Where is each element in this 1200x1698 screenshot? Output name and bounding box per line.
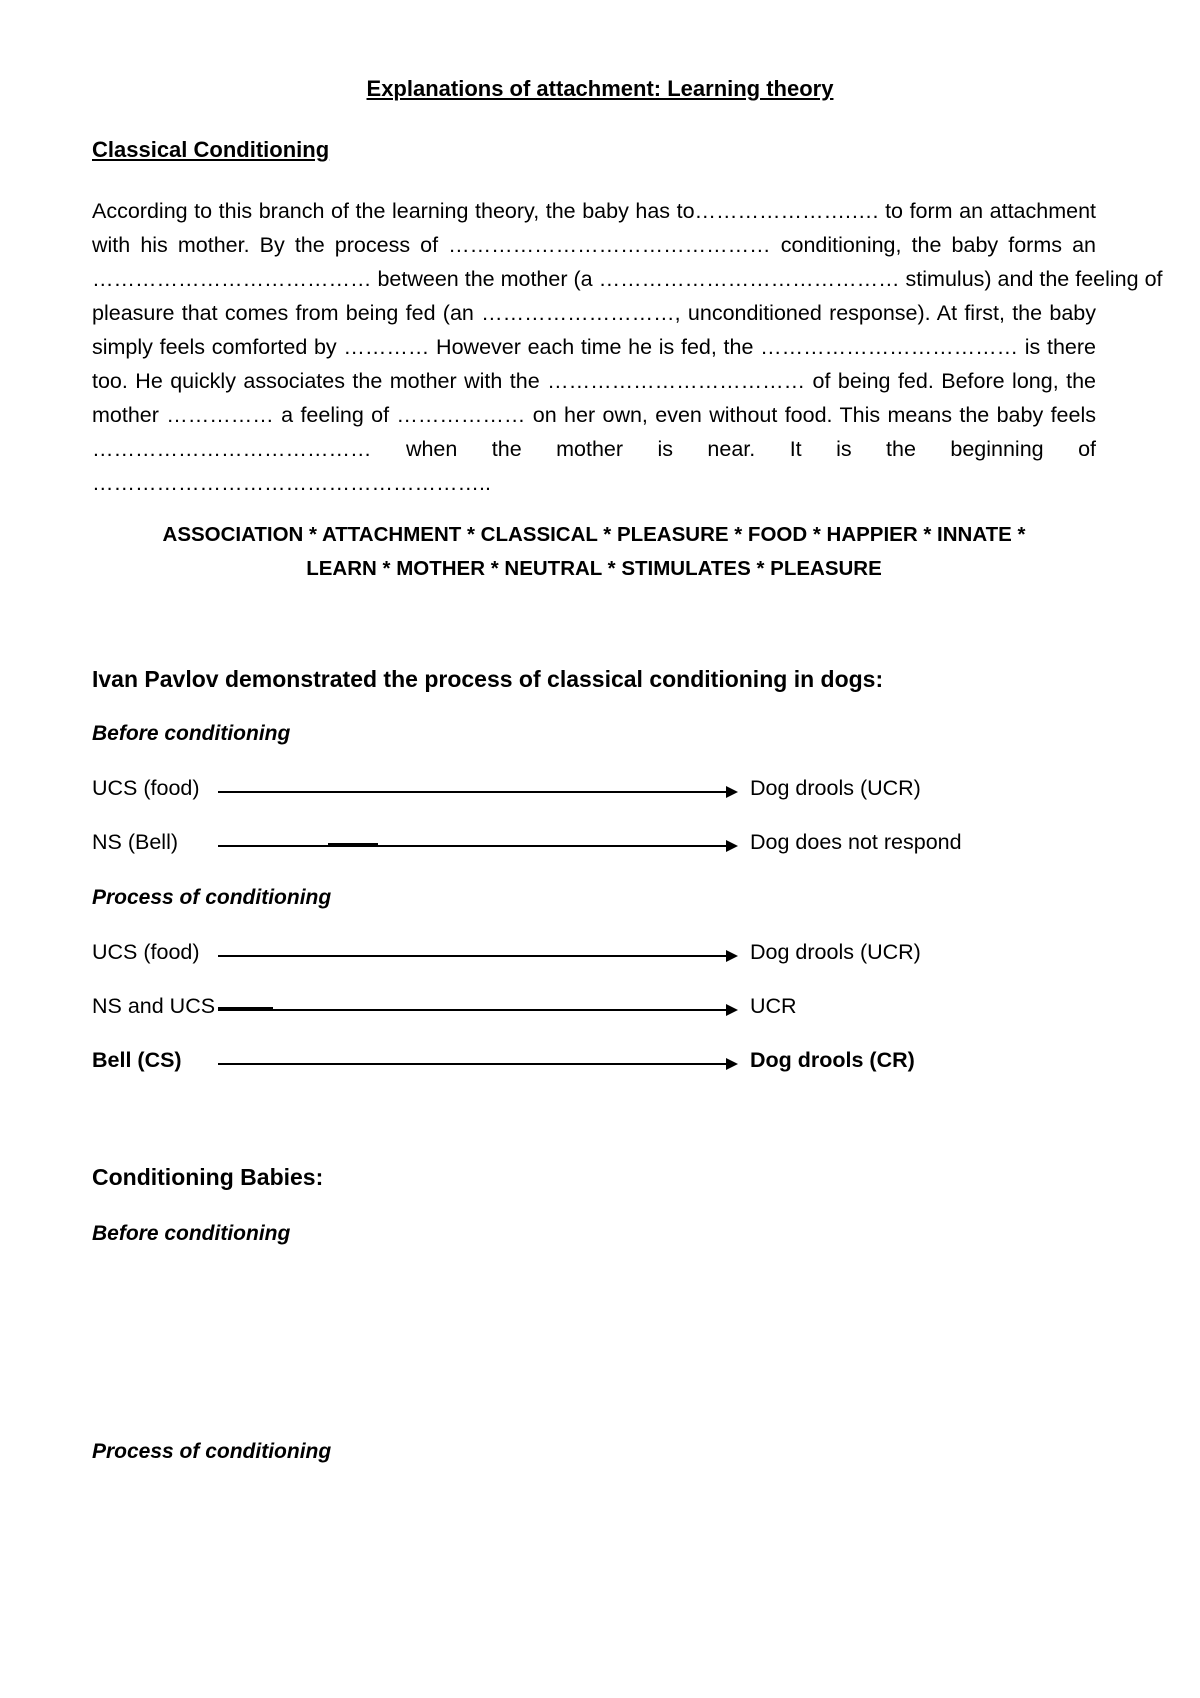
pavlov-process-row-food <box>92 940 1102 970</box>
response-label: UCR <box>750 994 797 1018</box>
paragraph-line: pleasure that comes from being fed (an ………………………, unconditioned response). At first, the baby <box>92 301 1096 325</box>
response-label: Dog does not respond <box>750 830 962 854</box>
classical-conditioning-heading: Classical Conditioning <box>92 137 330 162</box>
arrow-icon <box>218 782 738 802</box>
response-label: Dog drools (UCR) <box>750 776 921 800</box>
arrow-icon <box>218 946 738 966</box>
paragraph-line: with his mother. By the process of ……………………………………… conditioning, the baby forms an <box>92 233 1096 257</box>
paragraph-line: simply feels comforted by ………… However each time he is fed, the ……………………………… is there <box>92 335 1096 359</box>
pavlov-before-row-bell <box>92 830 1102 860</box>
arrow-icon <box>218 836 738 856</box>
stimulus-label: Bell (CS) <box>92 1048 182 1072</box>
stimulus-label: NS (Bell) <box>92 830 179 854</box>
stimulus-label: UCS (food) <box>92 776 200 800</box>
page-title: Explanations of attachment: Learning theory <box>366 76 834 101</box>
babies-process-label: Process of conditioning <box>92 1440 332 1463</box>
word-bank-line: ASSOCIATION * ATTACHMENT * CLASSICAL * PLEASURE * FOOD * HAPPIER * INNATE * <box>162 523 1026 546</box>
pavlov-process-row-pairing <box>92 994 1102 1024</box>
word-bank <box>92 518 1096 586</box>
stimulus-label: NS and UCS <box>92 994 216 1018</box>
pavlov-before-label: Before conditioning <box>92 722 291 745</box>
arrow-icon <box>218 1054 738 1074</box>
response-label: Dog drools (CR) <box>750 1048 915 1072</box>
paragraph-line: According to this branch of the learning theory, the baby has to………………….…. to form an attachment <box>92 199 1096 223</box>
arrow-icon <box>218 1000 738 1020</box>
pavlov-process-label: Process of conditioning <box>92 886 332 909</box>
babies-before-label: Before conditioning <box>92 1222 291 1245</box>
pavlov-heading: Ivan Pavlov demonstrated the process of classical conditioning in dogs: <box>92 666 884 692</box>
pavlov-before-row-food <box>92 776 1102 806</box>
paragraph-line: mother …………… a feeling of ……………… on her own, even without food. This means the baby feels <box>92 403 1096 427</box>
paragraph-line: ………………………………… when the mother is near. It is the beginning of <box>92 437 1096 461</box>
paragraph-line: too. He quickly associates the mother with the ……………………………… of being fed. Before long, the <box>92 369 1096 393</box>
stimulus-label: UCS (food) <box>92 940 200 964</box>
fill-in-paragraph <box>92 194 1163 500</box>
word-bank-line: LEARN * MOTHER * NEUTRAL * STIMULATES * PLEASURE <box>306 557 882 580</box>
paragraph-line: ……………………………………………….. <box>92 471 491 495</box>
paragraph-line: ………………………………… between the mother (a …………………………………… stimulus) and the feeling of <box>92 267 1163 291</box>
pavlov-process-row-bell <box>92 1048 1102 1078</box>
conditioning-babies-heading: Conditioning Babies: <box>92 1164 324 1190</box>
response-label: Dog drools (UCR) <box>750 940 921 964</box>
